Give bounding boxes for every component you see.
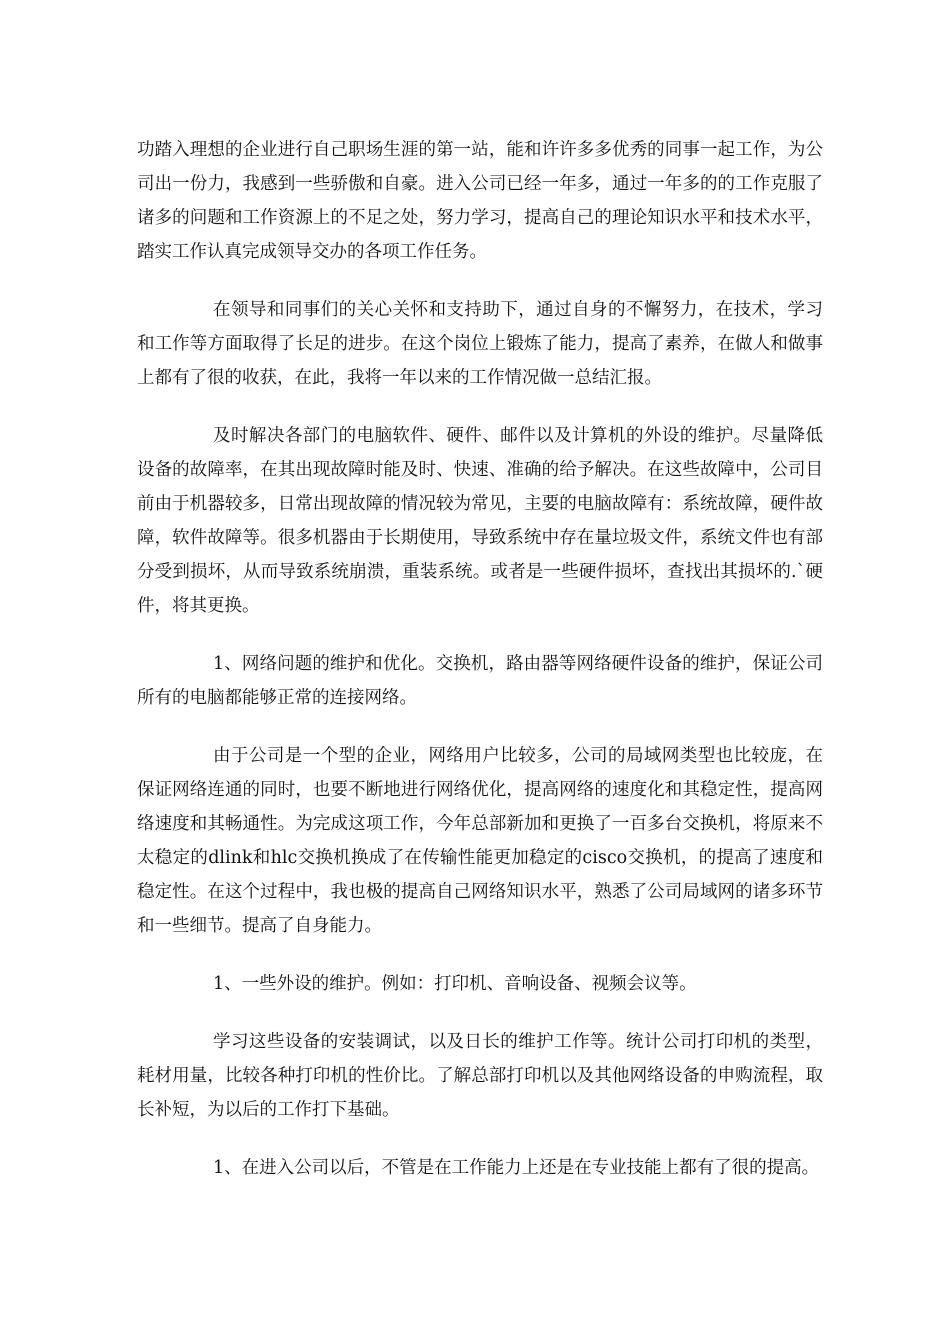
paragraph-intro: 功踏入理想的企业进行自己职场生涯的第一站，能和许许多多优秀的同事一起工作，为公司出一份力，我感到一些骄傲和自豪。进入公司已经一年多，通过一年多的的工作克服了诸多的问题和工作资源上的不足之处，努力学习，提高自己的理论知识水平和技术水平，踏实工作认真完成领导交办的各项工作任务。 xyxy=(137,140,823,262)
paragraph-hardware-maintenance: 及时解决各部门的电脑软件、硬件、邮件以及计算机的外设的维护。尽量降低设备的故障率，在其出现故障时能及时、快速、准确的给予解决。在这些故障中，公司目前由于机器较多，日常出现故障的情况较为常见，主要的电脑故障有：系统故障，硬件故障，软件故障等。很多机器由于长期使用，导致系统中存在量垃圾文件，系统文件也有部分受到损坏，从而导致系统崩溃，重装系统。或者是一些硬件损坏，查找出其损坏的.`硬件，将其更换。 xyxy=(137,426,823,616)
document-body xyxy=(137,133,823,1209)
paragraph-progress: 在领导和同事们的关心关怀和支持助下，通过自身的不懈努力，在技术，学习和工作等方面取得了长足的进步。在这个岗位上锻炼了能力，提高了素养，在做人和做事上都有了很的收获，在此，我将一年以来的工作情况做一总结汇报。 xyxy=(137,300,823,388)
paragraph-peripherals-item: 1、一些外设的维护。例如：打印机、音响设备、视频会议等。 xyxy=(213,974,697,994)
paragraph-network-item: 1、网络问题的维护和优化。交换机，路由器等网络硬件设备的维护，保证公司所有的电脑都能够正常的连接网络。 xyxy=(137,654,823,708)
paragraph-improvement-item: 1、在进入公司以后，不管是在工作能力上还是在专业技能上都有了很的提高。 xyxy=(213,1158,820,1178)
paragraph-network-optimization: 由于公司是一个型的企业，网络用户比较多，公司的局域网类型也比较庞，在保证网络连通的同时，也要不断地进行网络优化，提高网络的速度化和其稳定性，提高网络速度和其畅通性。为完成这项工作，今年总部新加和更换了一百多台交换机，将原来不太稳定的dlink和hlc交换机换成了在传输性能更加稳定的cisco交换机，的提高了速度和稳定性。在这个过程中，我也极的提高自己网络知识水平，熟悉了公司局域网的诸多环节和一些细节。提高了自身能力。 xyxy=(137,746,823,936)
paragraph-peripherals-detail: 学习这些设备的安装调试，以及日长的维护工作等。统计公司打印机的类型，耗材用量，比较各种打印机的性价比。了解总部打印机以及其他网络设备的申购流程，取长补短，为以后的工作打下基础。 xyxy=(137,1032,823,1120)
